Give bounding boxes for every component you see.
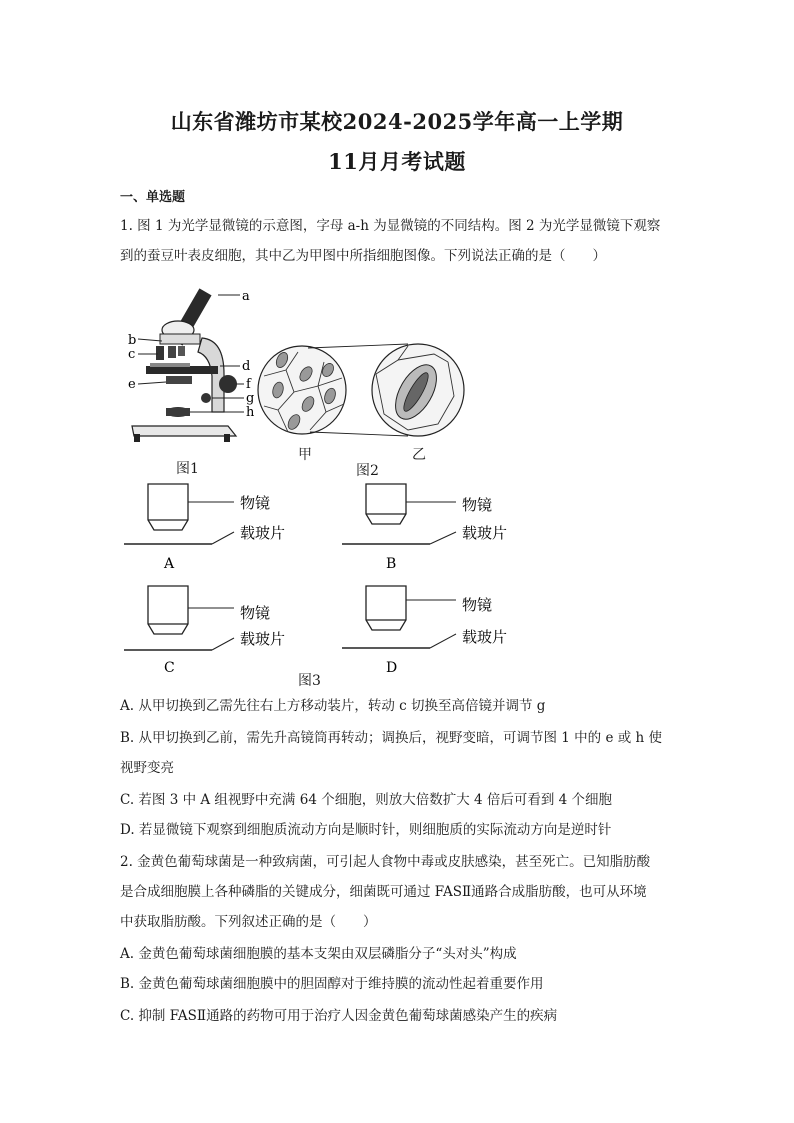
fig1-label-e: e xyxy=(128,377,136,392)
fig1-label-h: h xyxy=(246,405,255,420)
q1-option-b-line2: 视野变亮 xyxy=(120,760,174,776)
q2-option-c: C. 抑制 FASⅡ通路的药物可用于治疗人因金黄色葡萄球菌感染产生的疾病 xyxy=(120,1008,558,1024)
fig2-caption: 图2 xyxy=(356,463,379,479)
q2-stem-line2: 是合成细胞膜上各种磷脂的关键成分，细菌既可通过 FASⅡ通路合成脂肪酸，也可从环境 xyxy=(120,884,647,900)
panel-c-slide: 载玻片 xyxy=(240,630,286,648)
objective-panel-b xyxy=(338,484,538,574)
panel-d-slide: 载玻片 xyxy=(462,628,508,646)
panel-b-letter: B xyxy=(386,556,397,572)
exam-title-line1: 山东省潍坊市某校2024-2025学年高一上学期 xyxy=(170,109,624,134)
q2-stem-line1: 2. 金黄色葡萄球菌是一种致病菌，可引起人食物中毒或皮肤感染，甚至死亡。已知脂肪酸 xyxy=(120,854,651,870)
fig1-label-f: f xyxy=(246,377,251,392)
exam-title-line2: 11月月考试题 xyxy=(328,149,466,174)
panel-c-objective: 物镜 xyxy=(240,604,271,622)
q2-stem-line3: 中获取脂肪酸。下列叙述正确的是（ ） xyxy=(120,914,377,930)
panel-a-slide: 载玻片 xyxy=(240,524,286,542)
q2-option-b: B. 金黄色葡萄球菌细胞膜中的胆固醇对于维持膜的流动性起着重要作用 xyxy=(120,976,544,992)
fig1-label-c: c xyxy=(128,347,136,362)
panel-a-objective: 物镜 xyxy=(240,494,271,512)
fig1-label-a: a xyxy=(242,289,250,304)
fig3-caption: 图3 xyxy=(298,673,321,689)
objective-panel-a xyxy=(120,484,320,574)
panel-d-letter: D xyxy=(386,660,398,676)
fig1-label-g: g xyxy=(246,391,255,406)
q2-option-a: A. 金黄色葡萄球菌细胞膜的基本支架由双层磷脂分子“头对头”构成 xyxy=(120,946,517,962)
panel-b-slide: 载玻片 xyxy=(462,524,508,542)
objective-panel-c xyxy=(120,586,320,676)
cell-figure xyxy=(258,340,468,440)
section-heading: 一、单选题 xyxy=(120,190,186,205)
q1-stem-line2: 到的蚕豆叶表皮细胞，其中乙为甲图中所指细胞图像。下列说法正确的是（ ） xyxy=(120,248,606,264)
objective-panel-d xyxy=(338,586,538,676)
panel-c-letter: C xyxy=(164,660,175,676)
panel-a-letter: A xyxy=(164,556,175,572)
panel-b-objective: 物镜 xyxy=(462,496,493,514)
q1-option-c: C. 若图 3 中 A 组视野中充满 64 个细胞，则放大倍数扩大 4 倍后可看到 4 个细胞 xyxy=(120,792,613,808)
fig1-label-b: b xyxy=(128,333,137,348)
fig2-label-jia: 甲 xyxy=(298,447,312,463)
fig1-label-d: d xyxy=(242,359,251,374)
q1-stem-line1: 1. 图 1 为光学显微镜的示意图，字母 a-h 为显微镜的不同结构。图 2 为光学显微镜下观察 xyxy=(120,218,661,234)
q1-option-d: D. 若显微镜下观察到细胞质流动方向是顺时针，则细胞质的实际流动方向是逆时针 xyxy=(120,822,612,838)
fig2-label-yi: 乙 xyxy=(412,447,426,463)
microscope-figure xyxy=(120,278,270,448)
panel-d-objective: 物镜 xyxy=(462,596,493,614)
fig1-caption: 图1 xyxy=(176,461,199,477)
q1-option-a: A. 从甲切换到乙需先往右上方移动装片，转动 c 切换至高倍镜并调节 g xyxy=(120,698,546,714)
q1-option-b-line1: B. 从甲切换到乙前，需先升高镜筒再转动；调换后，视野变暗，可调节图 1 中的 e 或 h 使 xyxy=(120,730,663,746)
